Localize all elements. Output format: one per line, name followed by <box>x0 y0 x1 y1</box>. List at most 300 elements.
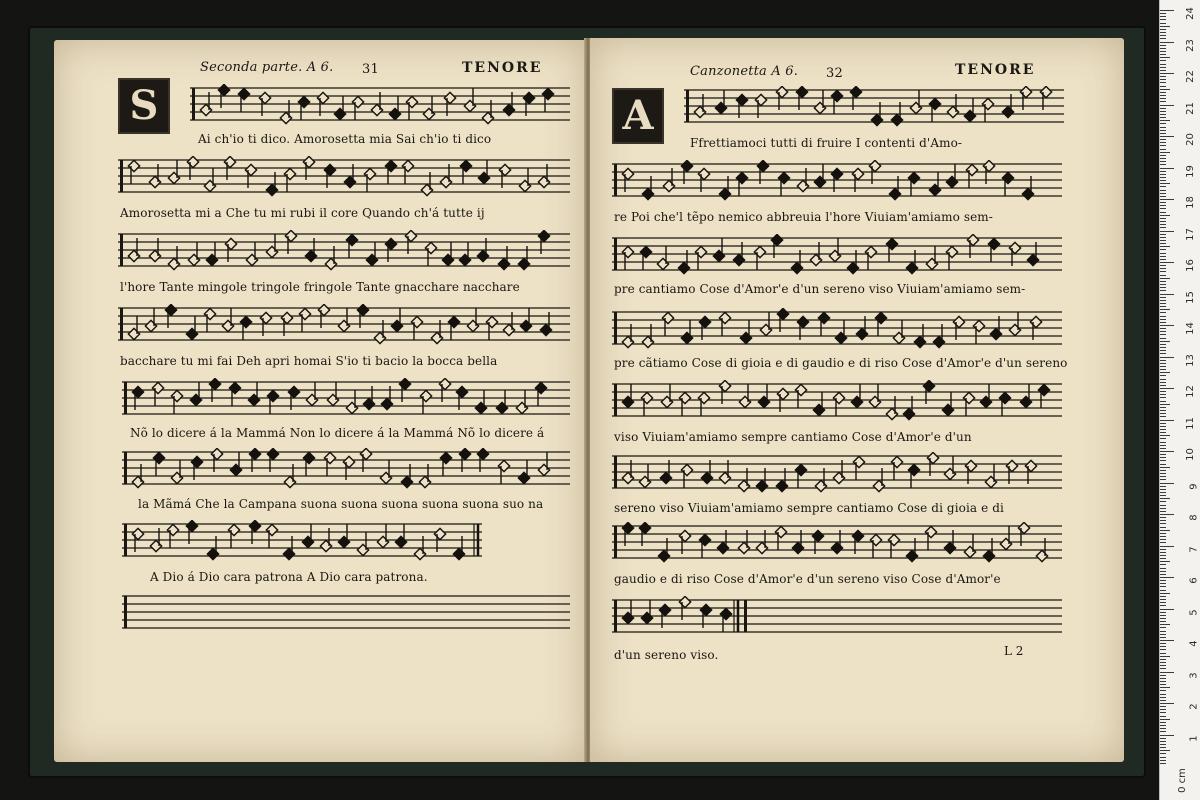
ruler-tick <box>1160 492 1166 493</box>
ruler-tick <box>1160 382 1166 383</box>
note-mark <box>698 392 709 416</box>
ruler-tick <box>1160 51 1166 52</box>
ruler-tick <box>1160 678 1166 679</box>
ruler-tick <box>1160 725 1166 726</box>
music-staff <box>684 86 1064 128</box>
ruler-tick <box>1160 369 1166 370</box>
ruler-tick <box>1160 70 1166 71</box>
ruler-tick <box>1160 609 1174 610</box>
note-mark <box>679 392 690 416</box>
note-mark <box>1020 384 1031 408</box>
ruler-tick <box>1160 319 1166 320</box>
ruler-tick <box>1160 205 1166 206</box>
right-initial-letter: A <box>622 92 654 139</box>
note-mark <box>266 524 277 548</box>
ruler-tick <box>1160 385 1166 386</box>
ruler-tick <box>1160 460 1166 461</box>
ruler-tick <box>1160 237 1166 238</box>
note-mark <box>391 308 402 332</box>
ruler-tick <box>1160 413 1166 414</box>
note-mark <box>910 90 921 114</box>
ruler-tick <box>1160 643 1166 644</box>
music-staff <box>190 84 570 126</box>
music-staff <box>118 230 570 272</box>
note-mark <box>228 524 239 548</box>
note-mark <box>946 246 957 270</box>
ruler-tick <box>1160 659 1166 660</box>
ruler-tick <box>1160 136 1174 137</box>
note-mark <box>888 534 899 558</box>
ruler-number: 20 <box>1185 133 1197 146</box>
ruler-tick <box>1160 145 1166 146</box>
note-mark <box>538 452 549 476</box>
note-mark <box>925 526 936 550</box>
ruler-tick <box>1160 731 1166 732</box>
note-mark <box>402 160 413 184</box>
note-mark <box>942 392 953 416</box>
ruler-tick <box>1160 514 1174 515</box>
right-lyric-line-5: viso Viuiam'amiamo sempre cantiamo Cose d'Amor'e d'un <box>614 430 972 444</box>
ruler-tick <box>1160 438 1166 439</box>
note-mark <box>230 452 241 476</box>
note-mark <box>946 164 957 188</box>
left-lyric-line-2: Amorosetta mi a Che tu mi rubi il core Quando ch'á tutte ij <box>120 206 485 220</box>
ruler-tick <box>1160 322 1166 323</box>
ruler-number: 23 <box>1185 38 1197 52</box>
note-mark <box>389 96 400 120</box>
ruler-tick <box>1160 372 1170 373</box>
ruler-tick <box>1160 253 1166 254</box>
ruler-tick <box>1160 498 1170 499</box>
note-mark <box>459 242 470 266</box>
ruler-tick <box>1160 347 1166 348</box>
ruler-tick <box>1160 627 1166 628</box>
right-lyric-line-1: Ffrettiamoci tutti di fruire I contenti d'Amo- <box>690 136 963 150</box>
ruler-number: 9 <box>1188 482 1200 490</box>
ruler-tick <box>1160 728 1166 729</box>
measuring-ruler <box>1159 0 1200 800</box>
ruler-tick <box>1160 634 1166 635</box>
note-mark <box>498 460 509 484</box>
ruler-number: 21 <box>1185 101 1197 115</box>
ruler-tick <box>1160 631 1166 632</box>
note-mark <box>835 320 846 344</box>
ruler-tick <box>1160 57 1170 58</box>
note-mark <box>246 242 257 266</box>
right-lyric-line-2: re Poi che'l tẽpo nemico abbreuia l'hore Viuiam'amiamo sem- <box>614 210 993 224</box>
ruler-tick <box>1160 517 1166 518</box>
ruler-tick <box>1160 60 1166 61</box>
ruler-tick <box>1160 489 1166 490</box>
right-lyric-line-4: pre cãtiamo Cose di gioia e di gaudio e di riso Cose d'Amor'e d'un sereno <box>614 356 1068 370</box>
ruler-tick <box>1160 432 1166 433</box>
ruler-tick <box>1160 546 1174 547</box>
ruler-tick <box>1160 133 1166 134</box>
note-mark <box>760 312 771 336</box>
ruler-tick <box>1160 208 1166 209</box>
note-mark <box>720 608 731 632</box>
note-mark <box>338 524 349 548</box>
note-mark <box>478 160 489 184</box>
ruler-tick <box>1160 227 1166 228</box>
ruler-tick <box>1160 215 1170 216</box>
ruler-number: 15 <box>1185 290 1197 304</box>
note-mark <box>740 320 751 344</box>
ruler-tick <box>1160 486 1166 487</box>
note-mark <box>681 464 692 488</box>
ruler-tick <box>1160 552 1166 553</box>
ruler-tick <box>1160 212 1166 213</box>
ruler-tick <box>1160 240 1166 241</box>
ruler-tick <box>1160 350 1166 351</box>
note-mark <box>324 452 335 476</box>
ruler-number: 5 <box>1188 608 1200 616</box>
ruler-tick <box>1160 334 1166 335</box>
ruler-unit-label: 0 cm <box>1177 768 1189 793</box>
note-mark <box>813 392 824 416</box>
ruler-tick <box>1160 158 1166 159</box>
ruler-tick <box>1160 290 1166 291</box>
note-mark <box>1038 384 1049 408</box>
ruler-tick <box>1160 703 1174 704</box>
ruler-tick <box>1160 694 1166 695</box>
note-mark <box>1009 312 1020 336</box>
note-mark <box>338 308 349 332</box>
ruler-number: 14 <box>1185 322 1197 335</box>
music-staff <box>612 308 1062 350</box>
note-mark <box>352 96 363 120</box>
note-mark <box>641 392 652 416</box>
left-lyric-line-6: la Mãmá Che la Campana suona suona suona suona suona suo na <box>138 497 544 511</box>
note-mark <box>395 524 406 548</box>
ruler-tick <box>1160 98 1166 99</box>
note-mark <box>145 308 156 332</box>
ruler-tick <box>1160 479 1166 480</box>
ruler-tick <box>1160 564 1166 565</box>
ruler-tick <box>1160 366 1166 367</box>
note-mark <box>622 384 633 408</box>
right-part-title: Canzonetta A 6. <box>690 64 799 79</box>
note-mark <box>964 534 975 558</box>
note-mark <box>171 390 182 414</box>
note-mark <box>267 390 278 414</box>
ruler-tick <box>1160 527 1166 528</box>
ruler-number: 3 <box>1188 671 1200 679</box>
ruler-tick <box>1160 357 1174 358</box>
ruler-number: 8 <box>1188 514 1200 521</box>
ruler-tick <box>1160 697 1166 698</box>
ruler-tick <box>1160 306 1166 307</box>
ruler-tick <box>1160 338 1166 339</box>
ruler-tick <box>1160 45 1166 46</box>
note-mark <box>152 382 163 406</box>
note-mark <box>754 246 765 270</box>
note-mark <box>364 168 375 192</box>
note-mark <box>420 390 431 414</box>
ruler-tick <box>1160 108 1166 109</box>
ruler-tick <box>1160 174 1166 175</box>
ruler-tick <box>1160 42 1174 43</box>
ruler-tick <box>1160 86 1166 87</box>
music-staff <box>612 160 1062 202</box>
note-mark <box>869 384 880 408</box>
ruler-tick <box>1160 328 1166 329</box>
ruler-tick <box>1160 571 1166 572</box>
ruler-tick <box>1160 199 1174 200</box>
ruler-tick <box>1160 161 1166 162</box>
note-mark <box>908 172 919 196</box>
note-mark <box>831 90 842 114</box>
ruler-tick <box>1160 561 1170 562</box>
music-staff <box>122 592 570 634</box>
note-mark <box>346 390 357 414</box>
ruler-tick <box>1160 495 1166 496</box>
ruler-tick <box>1160 120 1170 121</box>
ruler-tick <box>1160 533 1166 534</box>
note-mark <box>440 452 451 476</box>
ruler-tick <box>1160 92 1166 93</box>
note-mark <box>306 382 317 406</box>
note-mark <box>963 392 974 416</box>
note-mark <box>739 384 750 408</box>
ruler-tick <box>1160 621 1166 622</box>
note-mark <box>681 320 692 344</box>
ruler-tick <box>1160 448 1166 449</box>
ruler-tick <box>1160 750 1170 751</box>
note-mark <box>875 312 886 336</box>
ruler-tick <box>1160 262 1174 263</box>
note-mark <box>357 532 368 556</box>
ruler-tick <box>1160 231 1174 232</box>
ruler-tick <box>1160 152 1170 153</box>
note-mark <box>475 390 486 414</box>
ruler-tick <box>1160 246 1170 247</box>
ruler-tick <box>1160 706 1166 707</box>
note-mark <box>299 308 310 332</box>
left-page-number: 31 <box>362 62 379 77</box>
note-mark <box>715 90 726 114</box>
note-mark <box>870 534 881 558</box>
ruler-tick <box>1160 312 1166 313</box>
ruler-tick <box>1160 593 1170 594</box>
ruler-tick <box>1160 451 1174 452</box>
note-mark <box>1000 526 1011 550</box>
ruler-tick <box>1160 574 1166 575</box>
ruler-tick <box>1160 530 1170 531</box>
music-staff <box>612 380 1062 422</box>
ruler-tick <box>1160 665 1166 666</box>
ruler-number: 18 <box>1185 196 1197 209</box>
note-mark <box>248 382 259 406</box>
ruler-tick <box>1160 454 1166 455</box>
ruler-tick <box>1160 73 1174 74</box>
ruler-tick <box>1160 656 1170 657</box>
ruler-tick <box>1160 344 1166 345</box>
note-mark <box>926 246 937 270</box>
note-mark <box>229 382 240 406</box>
ruler-tick <box>1160 467 1170 468</box>
ruler-tick <box>1160 287 1166 288</box>
note-mark <box>853 456 864 480</box>
ruler-tick <box>1160 523 1166 524</box>
note-mark <box>973 320 984 344</box>
ruler-tick <box>1160 577 1174 578</box>
ruler-tick <box>1160 672 1174 673</box>
ruler-tick <box>1160 360 1166 361</box>
ruler-tick <box>1160 646 1166 647</box>
note-mark <box>833 392 844 416</box>
ruler-tick <box>1160 294 1174 295</box>
ruler-tick <box>1160 341 1170 342</box>
ruler-tick <box>1160 76 1166 77</box>
ruler-tick <box>1160 536 1166 537</box>
note-mark <box>204 168 215 192</box>
right-lyric-line-3: pre cantiamo Cose d'Amor'e d'un sereno viso Viuiam'amiamo sem- <box>614 282 1026 296</box>
ruler-tick <box>1160 394 1166 395</box>
ruler-tick <box>1160 741 1166 742</box>
ruler-tick <box>1160 583 1166 584</box>
ruler-tick <box>1160 275 1166 276</box>
note-mark <box>814 90 825 114</box>
note-mark <box>302 524 313 548</box>
ruler-tick <box>1160 114 1166 115</box>
note-mark <box>240 316 251 340</box>
note-mark <box>167 524 178 548</box>
ruler-tick <box>1160 164 1166 165</box>
note-mark <box>988 238 999 262</box>
right-decorated-initial <box>612 88 664 144</box>
ruler-tick <box>1160 180 1166 181</box>
note-mark <box>496 390 507 414</box>
ruler-number: 16 <box>1185 259 1197 272</box>
ruler-tick <box>1160 13 1166 14</box>
ruler-tick <box>1160 662 1166 663</box>
ruler-tick <box>1160 476 1166 477</box>
ruler-tick <box>1160 309 1170 310</box>
right-lyric-line-6: sereno viso Viuiam'amiamo sempre cantiamo Cose di gioia e di <box>614 501 1004 515</box>
ruler-tick <box>1160 687 1170 688</box>
ruler-tick <box>1160 243 1166 244</box>
left-lyric-line-4: bacchare tu mi fai Deh apri homai S'io ti bacio la bocca bella <box>120 354 498 368</box>
note-mark <box>640 246 651 270</box>
ruler-number: 19 <box>1185 164 1197 178</box>
ruler-tick <box>1160 712 1166 713</box>
note-mark <box>238 88 249 112</box>
ruler-tick <box>1160 511 1166 512</box>
note-mark <box>464 88 475 112</box>
note-mark <box>622 246 633 270</box>
note-mark <box>190 382 201 406</box>
ruler-tick <box>1160 605 1166 606</box>
note-mark <box>411 316 422 340</box>
ruler-tick <box>1160 684 1166 685</box>
note-mark <box>736 172 747 196</box>
note-mark <box>542 88 553 112</box>
ruler-tick <box>1160 67 1166 68</box>
note-mark <box>128 160 139 184</box>
ruler-tick <box>1160 738 1166 739</box>
left-lyric-line-3: l'hore Tante mingole tringole fringole Tante gnacchare nacchare <box>120 280 520 294</box>
note-mark <box>1002 172 1013 196</box>
note-mark <box>657 246 668 270</box>
note-mark <box>886 238 897 262</box>
ruler-tick <box>1160 29 1166 30</box>
music-staff <box>122 520 482 562</box>
ruler-tick <box>1160 464 1166 465</box>
note-mark <box>964 98 975 122</box>
note-mark <box>188 242 199 266</box>
ruler-tick <box>1160 416 1166 417</box>
ruler-tick <box>1160 435 1170 436</box>
ruler-tick <box>1160 470 1166 471</box>
ruler-tick <box>1160 501 1166 502</box>
ruler-tick <box>1160 744 1166 745</box>
music-staff <box>612 452 1062 494</box>
ruler-tick <box>1160 54 1166 55</box>
ruler-tick <box>1160 139 1166 140</box>
ruler-number: 6 <box>1188 577 1200 584</box>
note-mark <box>966 164 977 188</box>
ruler-tick <box>1160 123 1166 124</box>
ruler-tick <box>1160 637 1166 638</box>
ruler-tick <box>1160 193 1166 194</box>
note-mark <box>865 246 876 270</box>
ruler-tick <box>1160 95 1166 96</box>
note-mark <box>303 452 314 476</box>
note-mark <box>622 600 633 624</box>
note-mark <box>641 600 652 624</box>
right-lyric-line-8: d'un sereno viso. <box>614 648 719 662</box>
ruler-tick <box>1160 429 1166 430</box>
ruler-tick <box>1160 404 1170 405</box>
ruler-tick <box>1160 271 1166 272</box>
ruler-tick <box>1160 234 1166 235</box>
note-mark <box>153 452 164 476</box>
ruler-tick <box>1160 105 1174 106</box>
note-mark <box>266 234 277 258</box>
ruler-tick <box>1160 32 1166 33</box>
ruler-tick <box>1160 505 1166 506</box>
ruler-tick <box>1160 202 1166 203</box>
left-decorated-initial <box>118 78 170 134</box>
ruler-tick <box>1160 19 1166 20</box>
ruler-tick <box>1160 586 1166 587</box>
ruler-tick <box>1160 196 1166 197</box>
ruler-tick <box>1160 690 1166 691</box>
note-mark <box>851 384 862 408</box>
ruler-tick <box>1160 171 1166 172</box>
ruler-number: 12 <box>1185 385 1197 398</box>
ruler-tick <box>1160 700 1166 701</box>
note-mark <box>795 464 806 488</box>
note-mark <box>334 96 345 120</box>
ruler-tick <box>1160 397 1166 398</box>
note-mark <box>775 526 786 550</box>
ruler-tick <box>1160 542 1166 543</box>
note-mark <box>778 172 789 196</box>
ruler-tick <box>1160 190 1166 191</box>
note-mark <box>695 246 706 270</box>
ruler-tick <box>1160 35 1166 36</box>
note-mark <box>206 242 217 266</box>
ruler-tick <box>1160 391 1166 392</box>
note-mark <box>516 390 527 414</box>
ruler-tick <box>1160 284 1166 285</box>
ruler-tick <box>1160 615 1166 616</box>
ruler-tick <box>1160 483 1174 484</box>
ruler-tick <box>1160 457 1166 458</box>
left-voice-label: TENORE <box>462 60 543 76</box>
